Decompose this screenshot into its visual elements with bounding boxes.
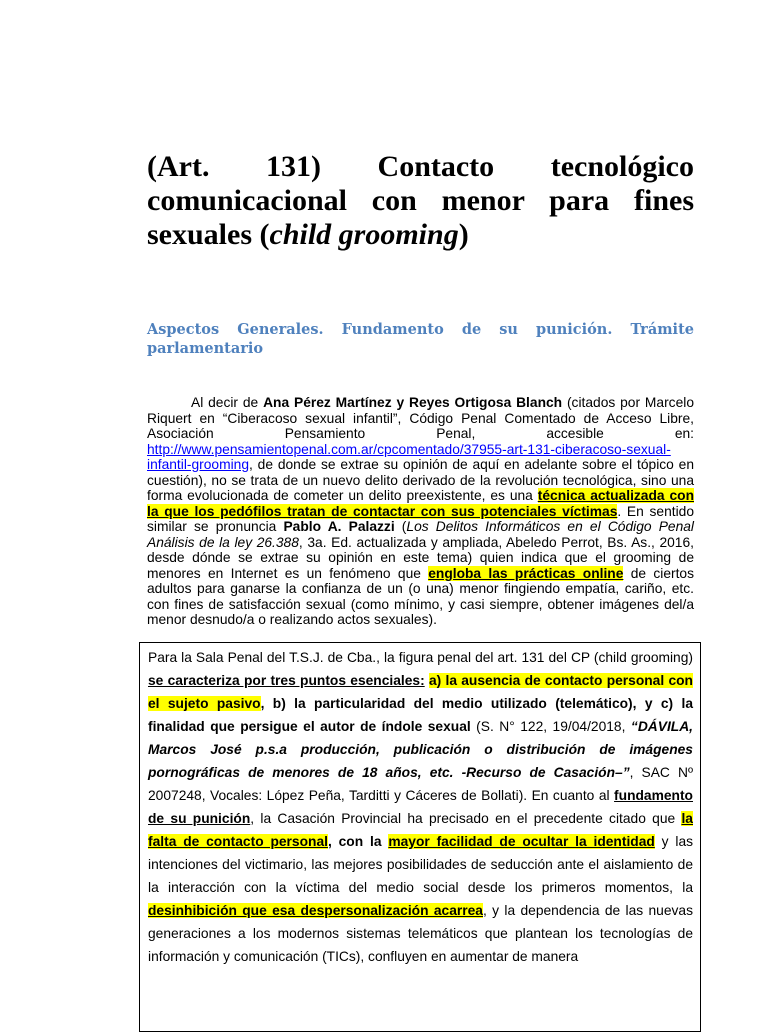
emphasis-text: , b) la particularidad del medio utilizado (telemático), y c) la finalidad que persigue el autor de índole sexual (148, 696, 694, 734)
document-title (147, 150, 694, 252)
highlight-text: técnica actualizada con la que los pedófilos tratan de contactar con sus potenciales víctimas (147, 488, 694, 519)
text-run: Para la Sala Penal del T.S.J. de Cba., la figura penal del art. 131 del CP (child grooming) (148, 650, 693, 665)
title-end: ) (458, 218, 469, 251)
text-run: y las intenciones del victimario, las mejores posibilidades de seducción ante el aislamiento de la interacción con la víctima del medio social desde los primeros momentos, la (148, 834, 694, 895)
text-run: (S. N° 122, 19/04/2018, (470, 719, 631, 734)
title-italic: child grooming (269, 218, 459, 251)
text-run: ( (394, 519, 407, 534)
emphasis-text: , con la (327, 834, 389, 849)
text-run: , la Casación Provincial ha precisado en el precedente citado que (250, 811, 682, 826)
box-paragraph (148, 646, 693, 968)
text-run: de ciertos adultos para ganarse la confianza de un (o una) menor fingiendo empatía, cariño, etc. con fines de satisfacción sexual (como mínimo, y casi siempre, obtener imágenes del/a menor desnudo/a o realizando actos sexuales). (147, 565, 694, 627)
text-run: , y la dependencia de las nuevas generaciones a los modernos sistemas telemáticos que plantean los tecnologías de información y comunicación (TICs), confluyen en aumentar de manera (148, 903, 693, 964)
section-subtitle: Aspectos Generales. Fundamento de su punición. Trámite parlamentario (147, 321, 694, 357)
highlight-text: engloba las prácticas online (428, 565, 624, 581)
highlight-text: mayor facilidad de ocultar la identidad (388, 834, 655, 849)
case-title: “DÁVILA, Marcos José p.s.a producción, publicación o distribución de imágenes pornográficas de menores de 18 años, etc. -Recurso de Casación–” (148, 719, 694, 780)
text-run: , 3a. Ed. actualizada y ampliada, Abeledo Perrot, Bs. As., 2016, desde dónde se extrae su opinión en este tema) quien indica que el grooming de menores en Internet es un fenómeno que (147, 534, 694, 581)
highlight-text: a) la ausencia de contacto personal con el sujeto pasivo (148, 673, 693, 711)
emphasis-text: fundamento de su punición (148, 788, 693, 826)
highlight-text: desinhibición que esa despersonalización acarrea (148, 903, 483, 918)
text-run: Al decir de (191, 395, 264, 410)
authors-name: Ana Pérez Martínez y Reyes Ortigosa Blanch (263, 395, 563, 410)
title-main: (Art. 131) Contacto tecnológico comunicacional con menor para fines sexuales ( (147, 150, 694, 251)
text-run: , SAC Nº 2007248, Vocales: López Peña, Tarditti y Cáceres de Bollati). En cuanto al (148, 765, 693, 803)
highlight-text: la falta de contacto personal (148, 811, 693, 849)
author-name: Pablo A. Palazzi (283, 519, 395, 534)
intro-paragraph (147, 395, 694, 628)
text-run: , de donde se extrae su opinión de aquí en adelante sobre el tópico en cuestión), no se trata de un nuevo delito derivado de la revolución tecnológica, sino una forma evolucionada de cometer un delito preexistente, es una (147, 457, 694, 503)
source-link[interactable]: http://www.pensamientopenal.com.ar/cpcomentado/37955-art-131-ciberacoso-sexual-infantil-grooming (147, 441, 671, 472)
text-run: . En sentido similar se pronuncia (147, 503, 694, 534)
text-run: (citados por Marcelo Riquert en “Ciberacoso sexual infantil”, Código Penal Comentado de Acceso Libre, Asociación Pensamiento Penal, accesible en: (147, 395, 694, 441)
bordered-quote-box (139, 642, 701, 1032)
book-title: Los Delitos Informáticos en el Código Penal Análisis de la ley 26.388 (147, 519, 694, 550)
emphasis-text: se caracteriza por tres puntos esenciales: (148, 673, 425, 688)
